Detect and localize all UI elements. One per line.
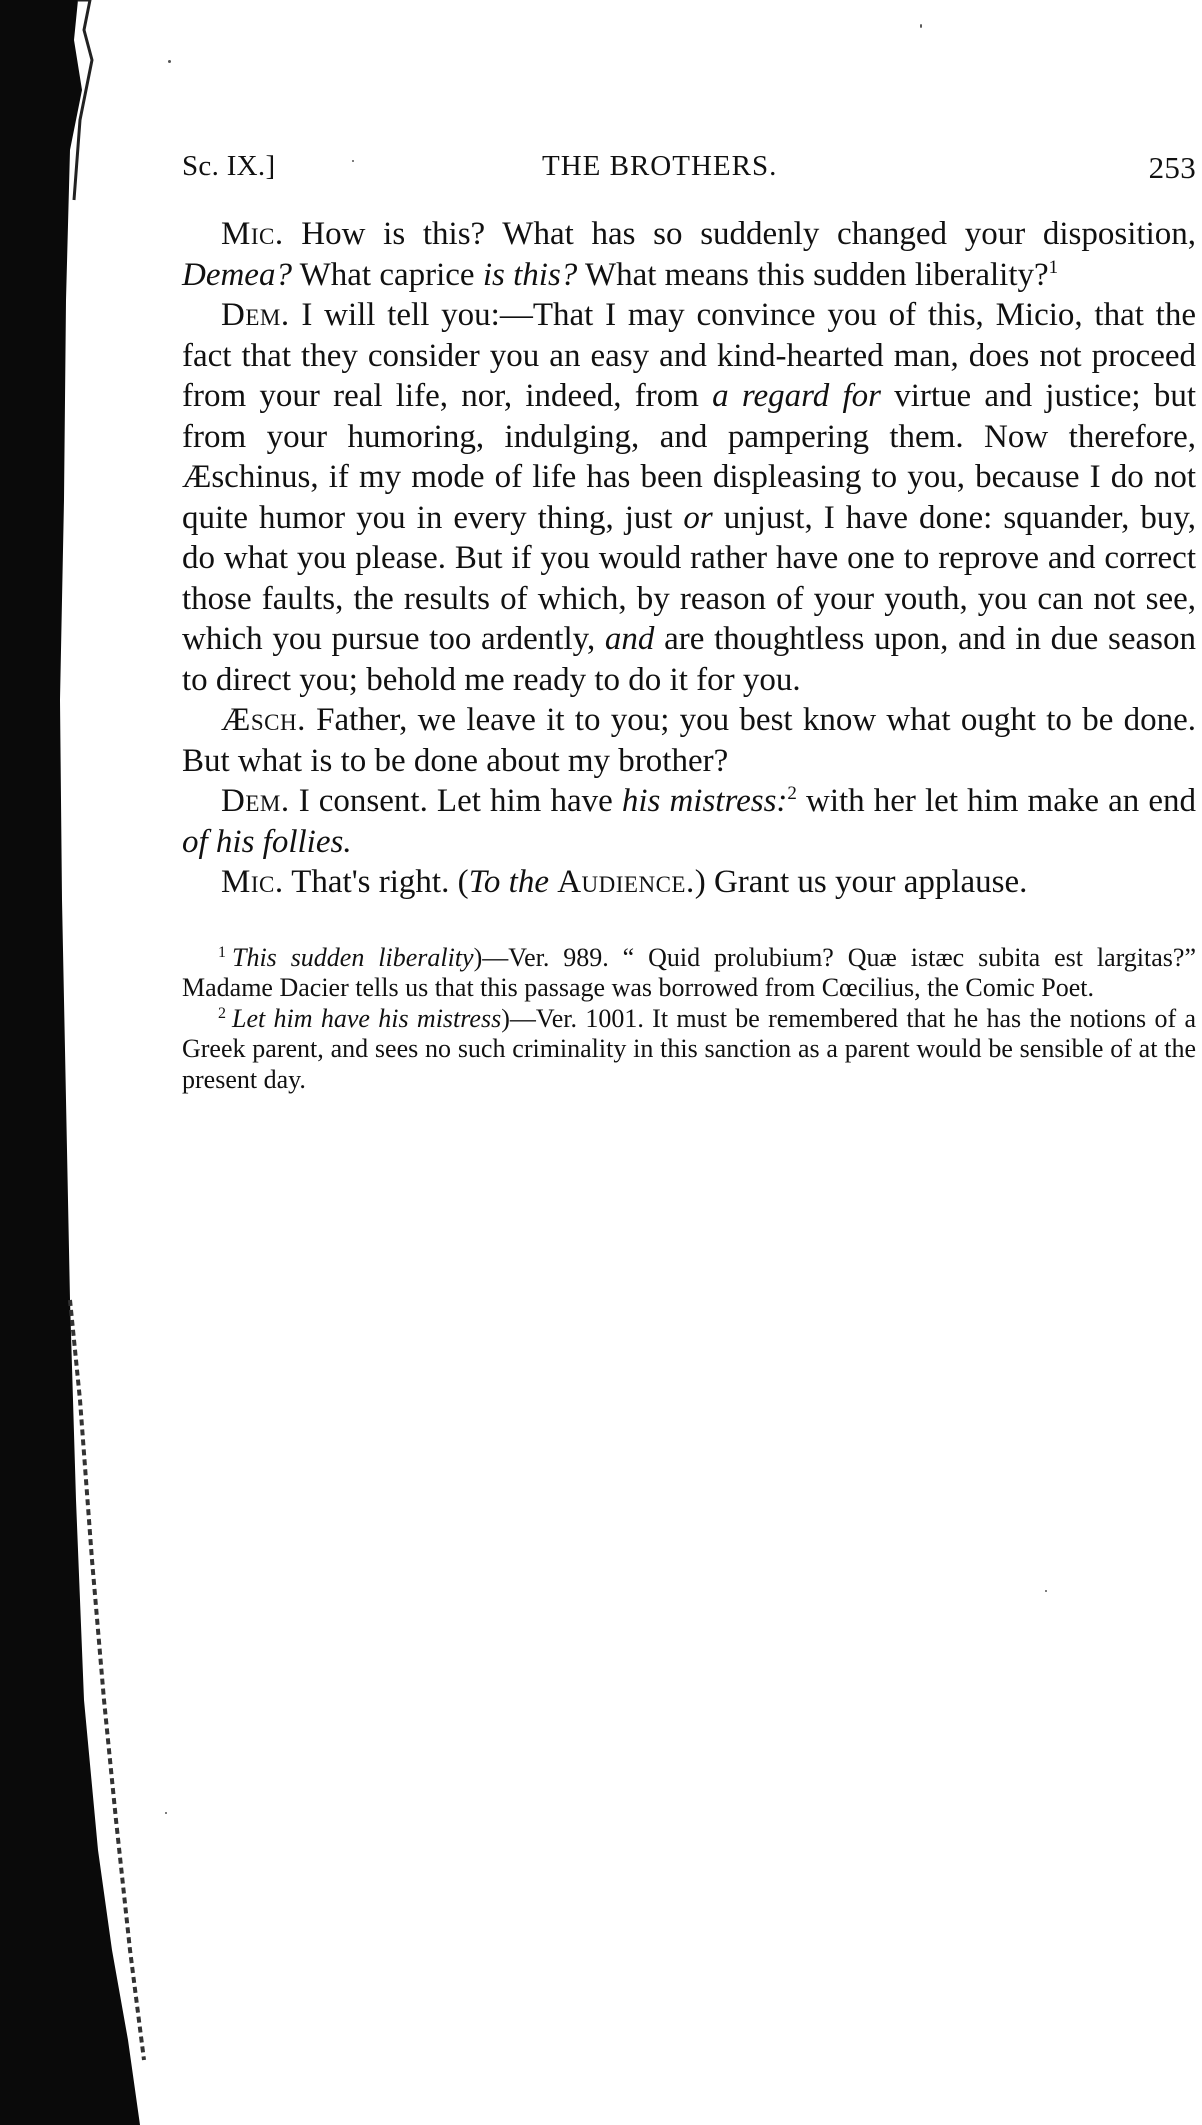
footnote bbox=[182, 1004, 1196, 1096]
italic-text: This sudden liberality bbox=[232, 942, 474, 972]
text-run: I will tell you:—That I may convince you of this, Micio, that the fact that they consider you an easy and kind-hearted man, does not proceed from your real life, nor, indeed, from bbox=[182, 297, 1196, 414]
italic-text: Demea? bbox=[182, 256, 292, 293]
running-head bbox=[182, 150, 1196, 196]
scan-speck bbox=[1045, 1590, 1047, 1592]
footnote-marker: 1 bbox=[218, 943, 226, 961]
speech-paragraph bbox=[182, 781, 1196, 862]
footnote-marker: 2 bbox=[218, 1004, 226, 1022]
text-run: )—Ver. 1001. It must be remembered that he has the notions of a Greek parent, and sees no such criminality in this sanction as a parent would be sensible of at the present day. bbox=[182, 1003, 1196, 1094]
italic-text: or bbox=[683, 499, 713, 536]
text-run: )—Ver. 989. “ Quid prolubium? Quæ istæc subita est largitas?” Madame Dacier tells us that this passage was borrowed from Cœcilius, the Comic Poet. bbox=[182, 942, 1196, 1002]
speech-paragraph bbox=[182, 700, 1196, 781]
book-page bbox=[182, 150, 1196, 1095]
text-run: I consent. Let him have bbox=[289, 783, 622, 819]
speaker-name: Mic. bbox=[221, 216, 284, 252]
text-run: How is this? What has so suddenly changed your disposition, bbox=[283, 216, 1196, 252]
speaker-name: Mic. bbox=[221, 864, 284, 900]
italic-text: is this? bbox=[482, 256, 578, 293]
speaker-name: Dem. bbox=[221, 783, 290, 819]
italic-text: To the bbox=[468, 864, 549, 900]
speaker-name: Æsch. bbox=[221, 702, 306, 738]
footnote bbox=[182, 943, 1196, 1004]
italic-text: his mistress: bbox=[621, 783, 788, 819]
speech-paragraph bbox=[182, 862, 1196, 903]
scan-speck bbox=[168, 60, 171, 63]
footnotes bbox=[182, 943, 1196, 1096]
italic-text: a regard for bbox=[712, 378, 881, 414]
scan-speck bbox=[165, 1812, 167, 1814]
italic-text: of his follies. bbox=[182, 823, 352, 860]
text-run: unjust, I have done: squander, buy, do what you please. But if you would rather have one to reprove and correct those faults, the results of which, by reason of your youth, you can not see, which you pursue too ardently, bbox=[182, 499, 1196, 657]
text-run: Father, we leave it to you; you best know what ought to be done. But what is to be done about my brother? bbox=[182, 702, 1196, 779]
text-run: ) Grant us your applause. bbox=[694, 864, 1028, 900]
small-caps-text: Audience. bbox=[557, 864, 695, 900]
speech-paragraph bbox=[182, 214, 1196, 295]
text-run: What caprice bbox=[291, 256, 483, 293]
text-run: What means this sudden liberality? bbox=[577, 256, 1049, 293]
running-title: THE BROTHERS. bbox=[542, 150, 778, 182]
speech-paragraph bbox=[182, 295, 1196, 700]
footnote-reference: 1 bbox=[1048, 256, 1059, 278]
scanned-binding-edge bbox=[0, 0, 150, 2125]
text-run bbox=[549, 864, 557, 900]
text-run: are thoughtless upon, and in due season to direct you; behold me ready to do it for you. bbox=[182, 621, 1196, 698]
text-run: virtue and justice; but from your humoring, indulging, and pampering them. Now therefore, Æschinus, if my mode of life has been displeasing to you, because I do not quite humor you in every thing, just bbox=[182, 378, 1196, 536]
dialogue-body bbox=[182, 214, 1196, 903]
italic-text: Let him have his mistress bbox=[232, 1003, 502, 1033]
scene-label: Sc. IX.] bbox=[182, 150, 276, 182]
speaker-name: Dem. bbox=[221, 297, 290, 333]
footnote-reference: 2 bbox=[787, 783, 797, 804]
page-number: 253 bbox=[1148, 150, 1196, 185]
scan-speck bbox=[920, 24, 922, 28]
text-run: That's right. ( bbox=[283, 864, 469, 900]
italic-text: and bbox=[604, 621, 655, 657]
text-run: with her let him make an end bbox=[796, 783, 1196, 819]
